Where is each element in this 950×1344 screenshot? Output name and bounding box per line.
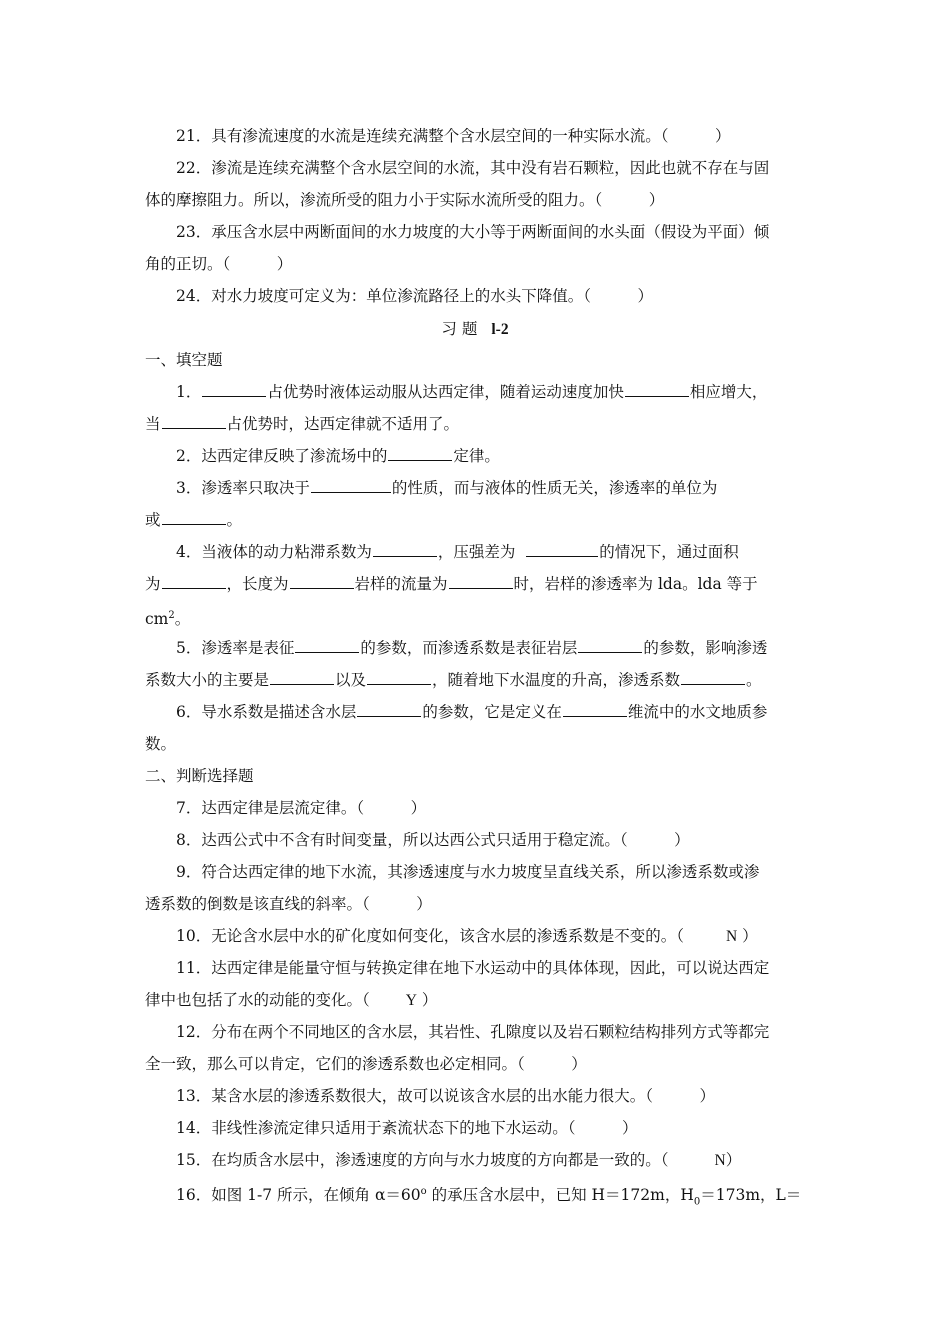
answer-blank[interactable]	[373, 541, 437, 557]
answer-blank[interactable]	[681, 669, 745, 685]
question-22-line2: 体的摩擦阻力。所以，渗流所受的阻力小于实际水流所受的阻力。（ ）	[145, 191, 665, 209]
answer-blank[interactable]	[357, 701, 421, 717]
question-11-line1: 11．达西定律是能量守恒与转换定律在地下水运动中的具体体现，因此，可以说达西定	[176, 959, 770, 977]
fill-4-line1: 4．当液体的动力粘滞系数为 ，压强差为 的情况下，通过面积	[176, 543, 739, 561]
fill-5-line1: 5．渗透率是表征 的参数，而渗透系数是表征岩层 的参数，影响渗透	[176, 639, 768, 657]
answer-blank[interactable]	[311, 477, 391, 493]
answer-blank[interactable]	[290, 573, 354, 589]
answer-blank[interactable]	[578, 637, 642, 653]
answer-blank[interactable]	[563, 701, 627, 717]
question-13: 13．某含水层的渗透系数很大，故可以说该含水层的出水能力很大。（ ）	[176, 1087, 715, 1105]
answer-blank[interactable]	[449, 573, 513, 589]
question-22-line1: 22．渗流是连续充满整个含水层空间的水流，其中没有岩石颗粒，因此也就不存在与固	[176, 159, 770, 177]
exercise-title	[0, 318, 950, 341]
question-24: 24．对水力坡度可定义为：单位渗流路径上的水头下降值。（ ）	[176, 287, 653, 305]
question-7: 7．达西定律是层流定律。（ ）	[176, 799, 427, 817]
answer-mark: N	[725, 928, 738, 945]
question-12-line2: 全一致，那么可以肯定，它们的渗透系数也必定相同。（ ）	[145, 1055, 587, 1073]
answer-blank[interactable]	[270, 669, 334, 685]
answer-blank[interactable]	[295, 637, 359, 653]
fill-4-line3: $cm^2$。	[145, 610, 191, 629]
question-9-line2: 透系数的倒数是该直线的斜率。（ ）	[145, 895, 432, 913]
question-23-line2: 角的正切。（ ）	[145, 255, 293, 273]
fill-3-line2: 或 。	[145, 511, 243, 529]
question-15: 15．在均质含水层中，渗透速度的方向与水力坡度的方向都是一致的。（ N）	[176, 1151, 742, 1169]
fill-4-line2: 为 ，长度为 岩样的流量为 时，岩样的渗透率为 lda。lda 等于	[145, 575, 758, 593]
answer-mark: N	[714, 1152, 726, 1169]
fill-6-line1: 6．导水系数是描述含水层 的参数，它是定义在 维流中的水文地质参	[176, 703, 768, 721]
fill-6-line2: 数。	[145, 735, 177, 753]
fill-3-line1: 3．渗透率只取决于 的性质，而与液体的性质无关，渗透率的单位为	[176, 479, 718, 497]
answer-blank[interactable]	[367, 669, 431, 685]
question-9-line1: 9．符合达西定律的地下水流，其渗透速度与水力坡度呈直线关系，所以渗透系数或渗	[176, 863, 760, 881]
answer-mark: Y	[405, 992, 417, 1009]
answer-blank[interactable]	[625, 381, 689, 397]
question-10: 10．无论含水层中水的矿化度如何变化，该含水层的渗透系数是不变的。（ N ）	[176, 927, 758, 945]
answer-blank[interactable]	[162, 573, 226, 589]
section-fill-in-heading: 一、填空题	[145, 351, 223, 369]
exercise-title-number: l-2	[491, 321, 509, 338]
question-8: 8．达西公式中不含有时间变量，所以达西公式只适用于稳定流。（ ）	[176, 831, 690, 849]
question-16: 16．如图 1-7 所示，在倾角 $\alpha=60^o$ 的承压含水层中，已知 H＝172m，$H_0=173m$，L＝	[176, 1186, 802, 1208]
question-14: 14．非线性渗流定律只适用于紊流状态下的地下水运动。（ ）	[176, 1119, 638, 1137]
answer-blank[interactable]	[526, 541, 598, 557]
exercise-title-cn: 习 题	[441, 320, 478, 338]
fill-2: 2．达西定律反映了渗流场中的 定律。	[176, 447, 500, 465]
fill-1-line2: 当 占优势时，达西定律就不适用了。	[145, 415, 460, 433]
question-23-line1: 23．承压含水层中两断面间的水力坡度的大小等于两断面间的水头面（假设为平面）倾	[176, 223, 770, 241]
answer-blank[interactable]	[162, 413, 226, 429]
fill-1-line1: 1． 占优势时液体运动服从达西定律，随着运动速度加快 相应增大，	[176, 383, 768, 401]
answer-blank[interactable]	[162, 509, 226, 525]
answer-blank[interactable]	[388, 445, 452, 461]
question-21: 21．具有渗流速度的水流是连续充满整个含水层空间的一种实际水流。（ ）	[176, 127, 731, 145]
question-12-line1: 12．分布在两个不同地区的含水层，其岩性、孔隙度以及岩石颗粒结构排列方式等都完	[176, 1023, 770, 1041]
fill-5-line2: 系数大小的主要是 以及 ，随着地下水温度的升高，渗透系数 。	[145, 671, 762, 689]
section-judgement-heading: 二、判断选择题	[145, 767, 254, 785]
question-11-line2: 律中也包括了水的动能的变化。（ Y ）	[145, 991, 438, 1009]
answer-blank[interactable]	[202, 381, 266, 397]
